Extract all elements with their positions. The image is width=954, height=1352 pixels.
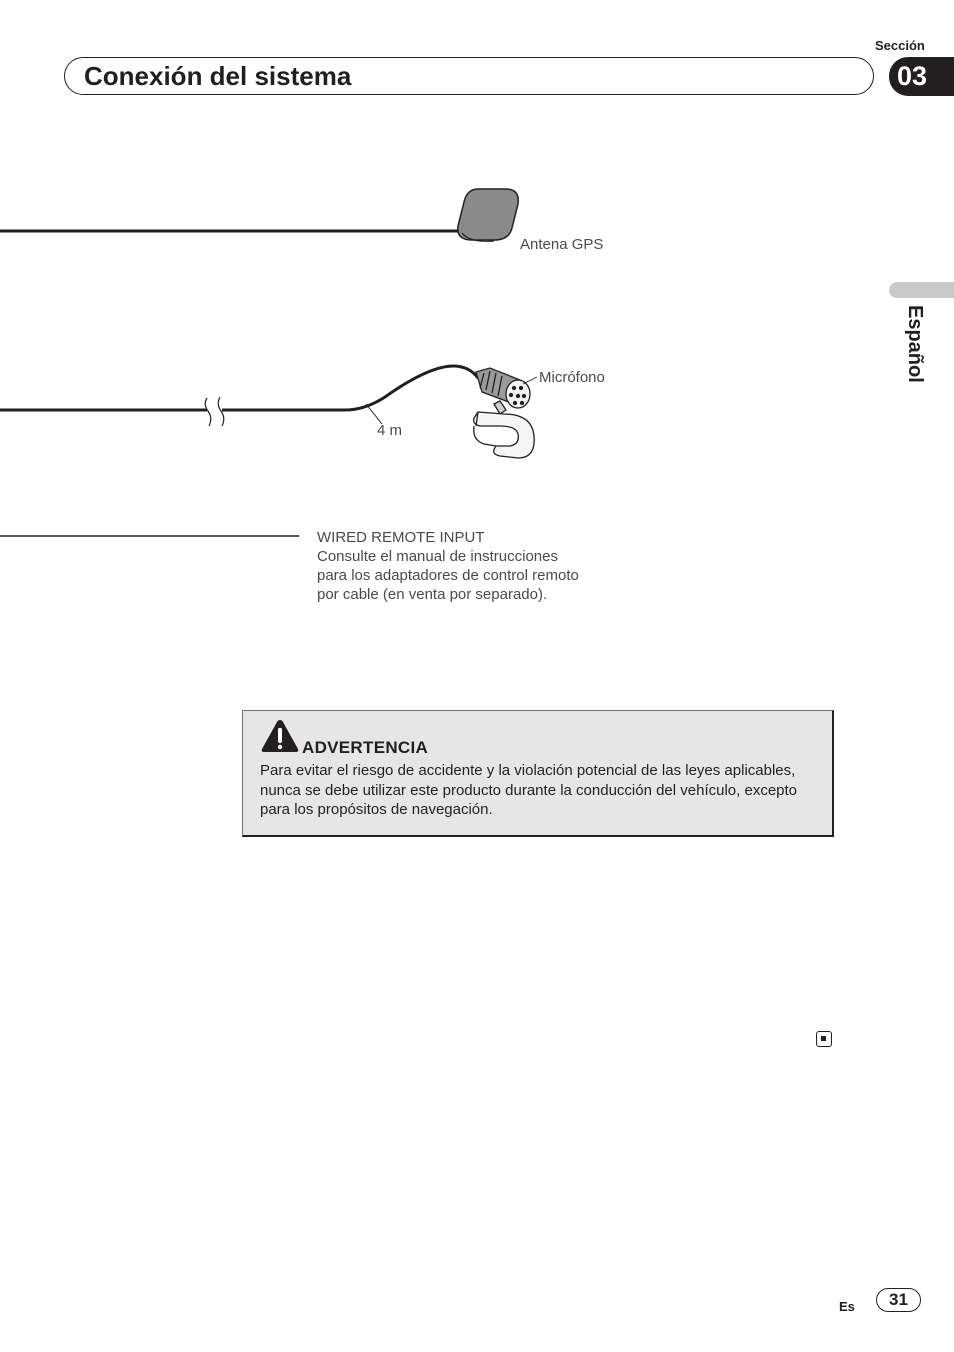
gps-antenna-icon xyxy=(458,189,518,241)
wired-remote-line: Consulte el manual de instrucciones xyxy=(317,548,558,565)
page-number: 31 xyxy=(876,1288,921,1312)
microphone-leader xyxy=(523,377,537,384)
page-title: Conexión del sistema xyxy=(84,61,352,91)
wired-remote-line: WIRED REMOTE INPUT xyxy=(317,529,485,546)
warning-title: ADVERTENCIA xyxy=(302,738,429,757)
wired-remote-line: para los adaptadores de control remoto xyxy=(317,567,579,584)
gps-antenna-label: Antena GPS xyxy=(520,236,604,253)
section-number: 03 xyxy=(897,61,928,91)
language-tab xyxy=(889,282,954,298)
microphone-label: Micrófono xyxy=(539,369,605,386)
microphone-cable xyxy=(0,366,478,426)
footer-language-code: Es xyxy=(839,1299,855,1314)
language-label: Español xyxy=(904,305,926,383)
warning-text: Para evitar el riesgo de accidente y la violación potencial de las leyes aplicables, nunca se debe utilizar este producto durante la conducción del vehículo, excepto para los propósitos de navegación. xyxy=(260,762,798,818)
microphone-icon xyxy=(474,368,535,458)
cable-length-label: 4 m xyxy=(377,422,403,439)
section-label: Sección xyxy=(875,38,925,53)
wired-remote-line: por cable (en venta por separado). xyxy=(317,586,548,603)
warning-triangle-icon xyxy=(260,718,300,754)
end-of-section-icon xyxy=(816,1031,832,1047)
connection-diagram xyxy=(0,170,700,550)
wired-remote-description xyxy=(317,528,579,604)
